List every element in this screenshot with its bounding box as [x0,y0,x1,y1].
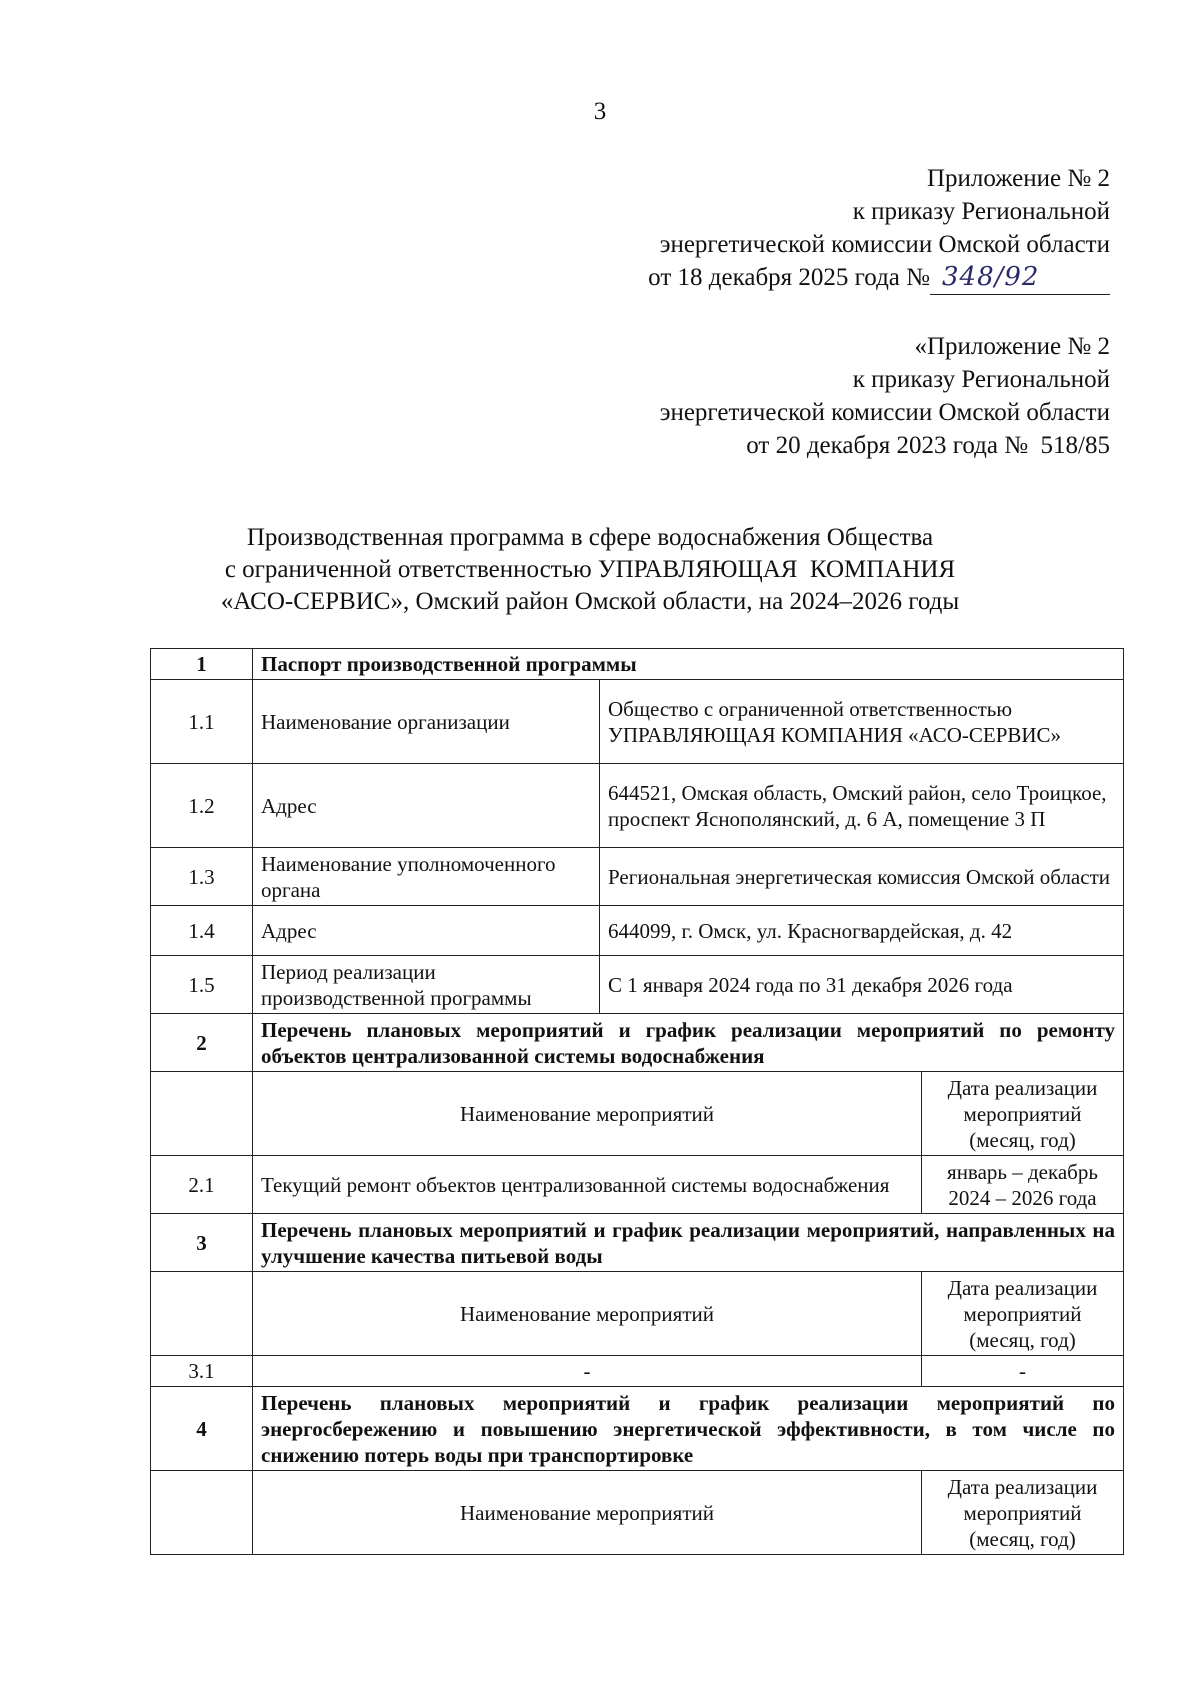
row-name: Текущий ремонт объектов централизованной системы водоснабжения [253,1156,922,1214]
column-header-date: Дата реализации мероприятий (месяц, год) [922,1072,1124,1156]
addendum-old-line3: энергетической комиссии Омской области [659,399,1110,426]
page-number: 3 [593,98,607,125]
section-title: Паспорт производственной программы [253,649,1124,680]
order-date-text: от 18 декабря 2025 года № [648,264,930,291]
column-header-date: Дата реализации мероприятий (месяц, год) [922,1471,1124,1555]
column-header-date: Дата реализации мероприятий (месяц, год) [922,1272,1124,1356]
addendum-old-line2: к приказу Региональной [852,366,1110,393]
table-row [151,906,1124,956]
handwritten-order-number: 348/92 [942,262,1040,292]
order-number-field [930,261,1110,295]
row-label: Наименование организации [253,680,600,764]
row-value: Региональная энергетическая комиссия Омской области [600,848,1124,906]
row-number: 3.1 [151,1356,253,1387]
section-number: 2 [151,1014,253,1072]
row-number: 1.2 [151,764,253,848]
row-label: Адрес [253,764,600,848]
section-title: Перечень плановых мероприятий и график реализации мероприятий, направленных на улучшение качества питьевой воды [253,1214,1124,1272]
row-date: - [922,1356,1124,1387]
section-number: 1 [151,649,253,680]
addendum-new-line2: к приказу Региональной [852,198,1110,225]
table-row [151,956,1124,1014]
empty-cell [151,1272,253,1356]
addendum-new-line1: Приложение № 2 [926,165,1110,192]
addendum-new-line3: энергетической комиссии Омской области [659,231,1110,258]
title-line1: Производственная программа в сфере водоснабжения Общества [246,524,934,551]
addendum-old-order [660,330,1110,462]
empty-cell [151,1072,253,1156]
column-header-name: Наименование мероприятий [253,1471,922,1555]
table-row [151,1356,1124,1387]
section-3-column-header [151,1272,1124,1356]
addendum-old-line4: от 20 декабря 2023 года № 518/85 [746,432,1110,459]
row-label: Адрес [253,906,600,956]
addendum-new-line4 [648,261,1110,295]
section-number: 3 [151,1214,253,1272]
row-date: январь – декабрь 2024 – 2026 года [922,1156,1124,1214]
row-label: Наименование уполномоченного органа [253,848,600,906]
addendum-new-order [648,162,1110,295]
row-value: 644521, Омская область, Омский район, село Троицкое, проспект Яснополянский, д. 6 А, помещение 3 П [600,764,1124,848]
row-number: 1.1 [151,680,253,764]
section-2-column-header [151,1072,1124,1156]
program-table [150,648,1124,1555]
row-name: - [253,1356,922,1387]
section-number: 4 [151,1387,253,1471]
title-line2: с ограниченной ответственностью УПРАВЛЯЮЩАЯ КОМПАНИЯ [224,556,956,583]
row-number: 1.3 [151,848,253,906]
section-4-header [151,1387,1124,1471]
addendum-old-line1: «Приложение № 2 [914,333,1110,360]
row-number: 1.4 [151,906,253,956]
row-number: 1.5 [151,956,253,1014]
row-value: 644099, г. Омск, ул. Красногвардейская, д. 42 [600,906,1124,956]
row-value: Общество с ограниченной ответственностью УПРАВЛЯЮЩАЯ КОМПАНИЯ «АСО-СЕРВИС» [600,680,1124,764]
table-row [151,764,1124,848]
column-header-name: Наименование мероприятий [253,1272,922,1356]
document-title [130,522,1050,618]
row-value: С 1 января 2024 года по 31 декабря 2026 года [600,956,1124,1014]
section-2-header [151,1014,1124,1072]
row-number: 2.1 [151,1156,253,1214]
section-title: Перечень плановых мероприятий и график реализации мероприятий по ремонту объектов централизованной системы водоснабжения [253,1014,1124,1072]
section-3-header [151,1214,1124,1272]
row-label: Период реализации производственной программы [253,956,600,1014]
section-1-header [151,649,1124,680]
section-title: Перечень плановых мероприятий и график реализации мероприятий по энергосбережению и повышению энергетической эффективности, в том числе по снижению потерь воды при транспортировке [253,1387,1124,1471]
section-4-column-header [151,1471,1124,1555]
table-row [151,1156,1124,1214]
title-line3: «АСО-СЕРВИС», Омский район Омской области, на 2024–2026 годы [220,588,960,615]
table-row [151,680,1124,764]
column-header-name: Наименование мероприятий [253,1072,922,1156]
empty-cell [151,1471,253,1555]
table-row [151,848,1124,906]
